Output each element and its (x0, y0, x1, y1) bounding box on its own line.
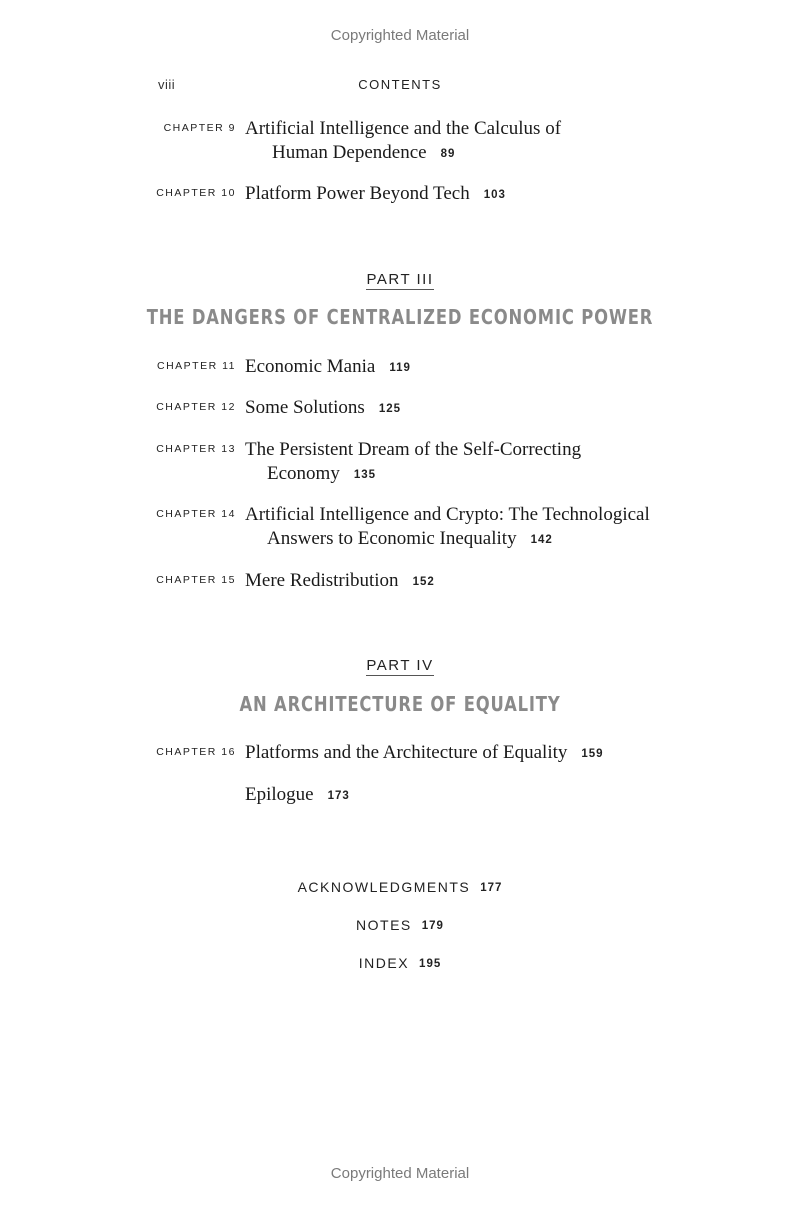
chapter-title-line: Answers to Economic Inequality (267, 528, 517, 549)
chapter-title-line: Some Solutions (245, 397, 365, 418)
part-label-text: PART IV (366, 657, 434, 674)
chapter-title-line: Mere Redistribution (245, 570, 399, 591)
part-label-iii (0, 269, 800, 290)
part-title-iv: AN ARCHITECTURE OF EQUALITY (239, 692, 561, 716)
back-matter-label: INDEX (358, 955, 410, 971)
chapter-title (245, 741, 604, 766)
chapter-title (245, 117, 561, 166)
chapter-title (245, 569, 435, 594)
chapter-title (245, 503, 650, 552)
chapter-page-number: 103 (483, 189, 506, 201)
chapter-title-line: Artificial Intelligence and the Calculus of (245, 118, 562, 139)
chapter-title-line: Human Dependence (272, 142, 427, 163)
chapter-title (245, 783, 350, 808)
chapter-page-number: 89 (440, 148, 456, 160)
chapter-title-line: The Persistent Dream of the Self-Correcting (245, 439, 582, 460)
part-title-iii: THE DANGERS OF CENTRALIZED ECONOMIC POWER (146, 305, 654, 329)
chapter-title-line: Epilogue (245, 784, 314, 805)
chapter-label: CHAPTER 13 (156, 443, 236, 455)
toc-entry-index[interactable] (0, 955, 800, 971)
back-matter-page-number: 195 (419, 958, 442, 970)
chapter-label: CHAPTER 10 (156, 187, 236, 199)
chapter-label: CHAPTER 11 (157, 360, 236, 372)
copyright-notice-bottom: Copyrighted Material (330, 1165, 470, 1182)
chapter-title-line: Economy (267, 463, 340, 484)
part-label-text: PART III (366, 271, 434, 288)
chapter-page-number: 135 (353, 469, 377, 481)
chapter-page-number: 125 (378, 403, 402, 415)
chapter-title (245, 438, 581, 487)
chapter-title (245, 355, 411, 380)
back-matter-page-number: 177 (480, 882, 503, 894)
chapter-page-number: 119 (389, 362, 411, 374)
chapter-label: CHAPTER 9 (163, 122, 236, 134)
chapter-page-number: 152 (412, 576, 435, 588)
back-matter-label: NOTES (356, 917, 412, 933)
back-matter-page-number: 179 (421, 920, 444, 932)
chapter-title (245, 182, 506, 207)
chapter-title-line: Economic Mania (245, 356, 376, 377)
chapter-page-number: 173 (327, 790, 350, 802)
back-matter-label: ACKNOWLEDGMENTS (297, 879, 471, 895)
chapter-label: CHAPTER 16 (156, 746, 236, 758)
chapter-page-number: 159 (581, 748, 604, 760)
toc-entry-notes[interactable] (0, 917, 800, 933)
running-head: CONTENTS (358, 77, 442, 92)
chapter-label: CHAPTER 12 (156, 401, 236, 413)
page-number: viii (158, 77, 176, 92)
chapter-page-number: 142 (530, 534, 553, 546)
chapter-title (245, 396, 401, 421)
toc-entry-acknowledgments[interactable] (0, 879, 800, 895)
chapter-title-line: Platforms and the Architecture of Equality (245, 742, 568, 763)
part-label-iv (0, 655, 800, 676)
chapter-title-line: Platform Power Beyond Tech (245, 183, 470, 204)
copyright-notice-top: Copyrighted Material (330, 27, 470, 44)
chapter-label: CHAPTER 15 (156, 574, 236, 586)
chapter-title-line: Artificial Intelligence and Crypto: The Technological (245, 504, 650, 525)
chapter-label: CHAPTER 14 (156, 508, 236, 520)
